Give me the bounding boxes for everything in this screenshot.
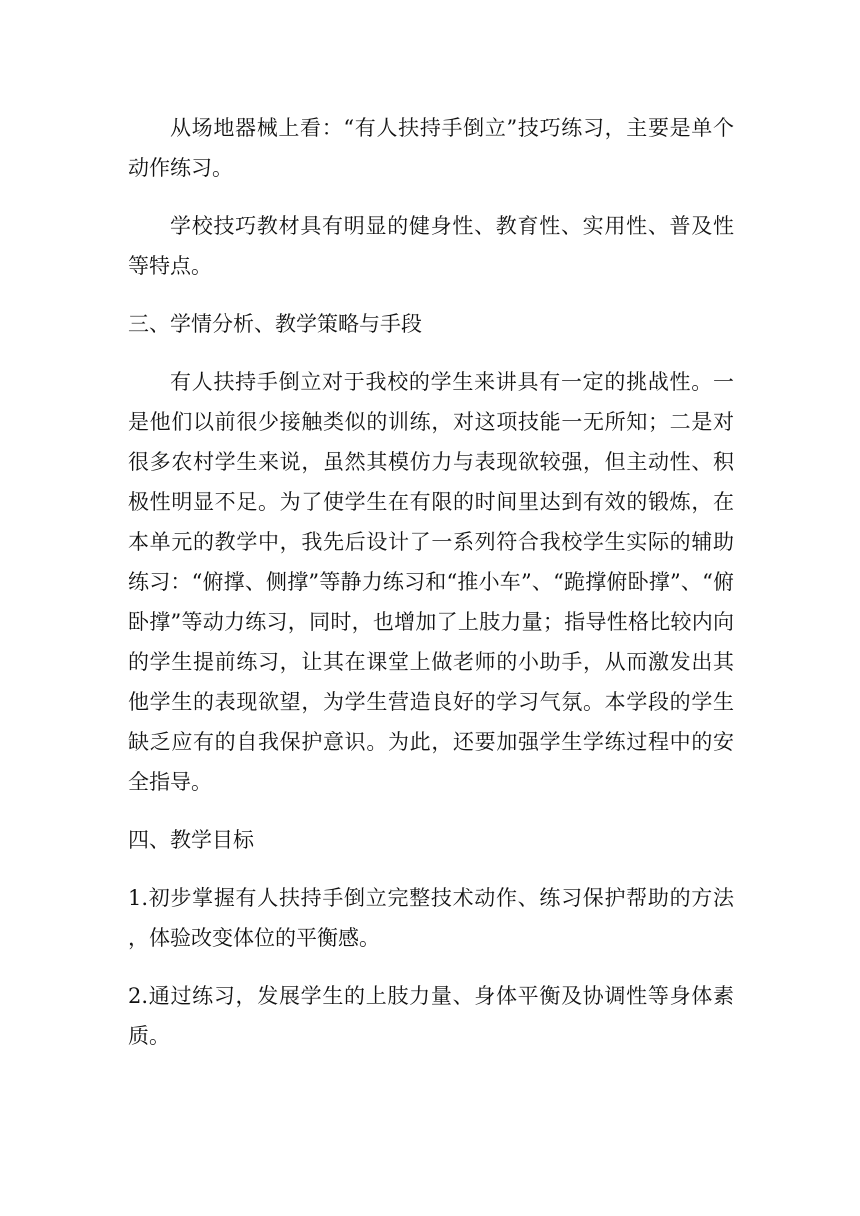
section-heading-goals: 四、教学目标	[128, 828, 254, 852]
document-body	[128, 108, 734, 1074]
paragraph-student-analysis: 有人扶持手倒立对于我校的学生来讲具有一定的挑战性。一是他们以前很少接触类似的训练，对这项技能一无所知；二是对很多农村学生来说，虽然其模仿力与表现欲较强，但主动性、积极性明显不足。为了使学生在有限的时间里达到有效的锻炼，在本单元的教学中，我先后设计了一系列符合我校学生实际的辅助练习：“俯撑、侧撑”等静力练习和“推小车”、“跪撑俯卧撑”、“俯卧撑”等动力练习，同时，也增加了上肢力量；指导性格比较内向的学生提前练习，让其在课堂上做老师的小助手，从而激发出其他学生的表现欲望，为学生营造良好的学习气氛。本学段的学生缺乏应有的自我保护意识。为此，还要加强学生学练过程中的安全指导。	[128, 370, 734, 794]
section-heading-analysis: 三、学情分析、教学策略与手段	[128, 312, 422, 336]
goal-item-1: 1.初步掌握有人扶持手倒立完整技术动作、练习保护帮助的方法，体验改变体位的平衡感。	[128, 886, 734, 950]
paragraph-equipment: 从场地器械上看：“有人扶持手倒立”技巧练习，主要是单个动作练习。	[128, 116, 734, 180]
goal-item-2: 2.通过练习，发展学生的上肢力量、身体平衡及协调性等身体素质。	[128, 984, 734, 1048]
paragraph-features: 学校技巧教材具有明显的健身性、教育性、实用性、普及性等特点。	[128, 214, 734, 278]
